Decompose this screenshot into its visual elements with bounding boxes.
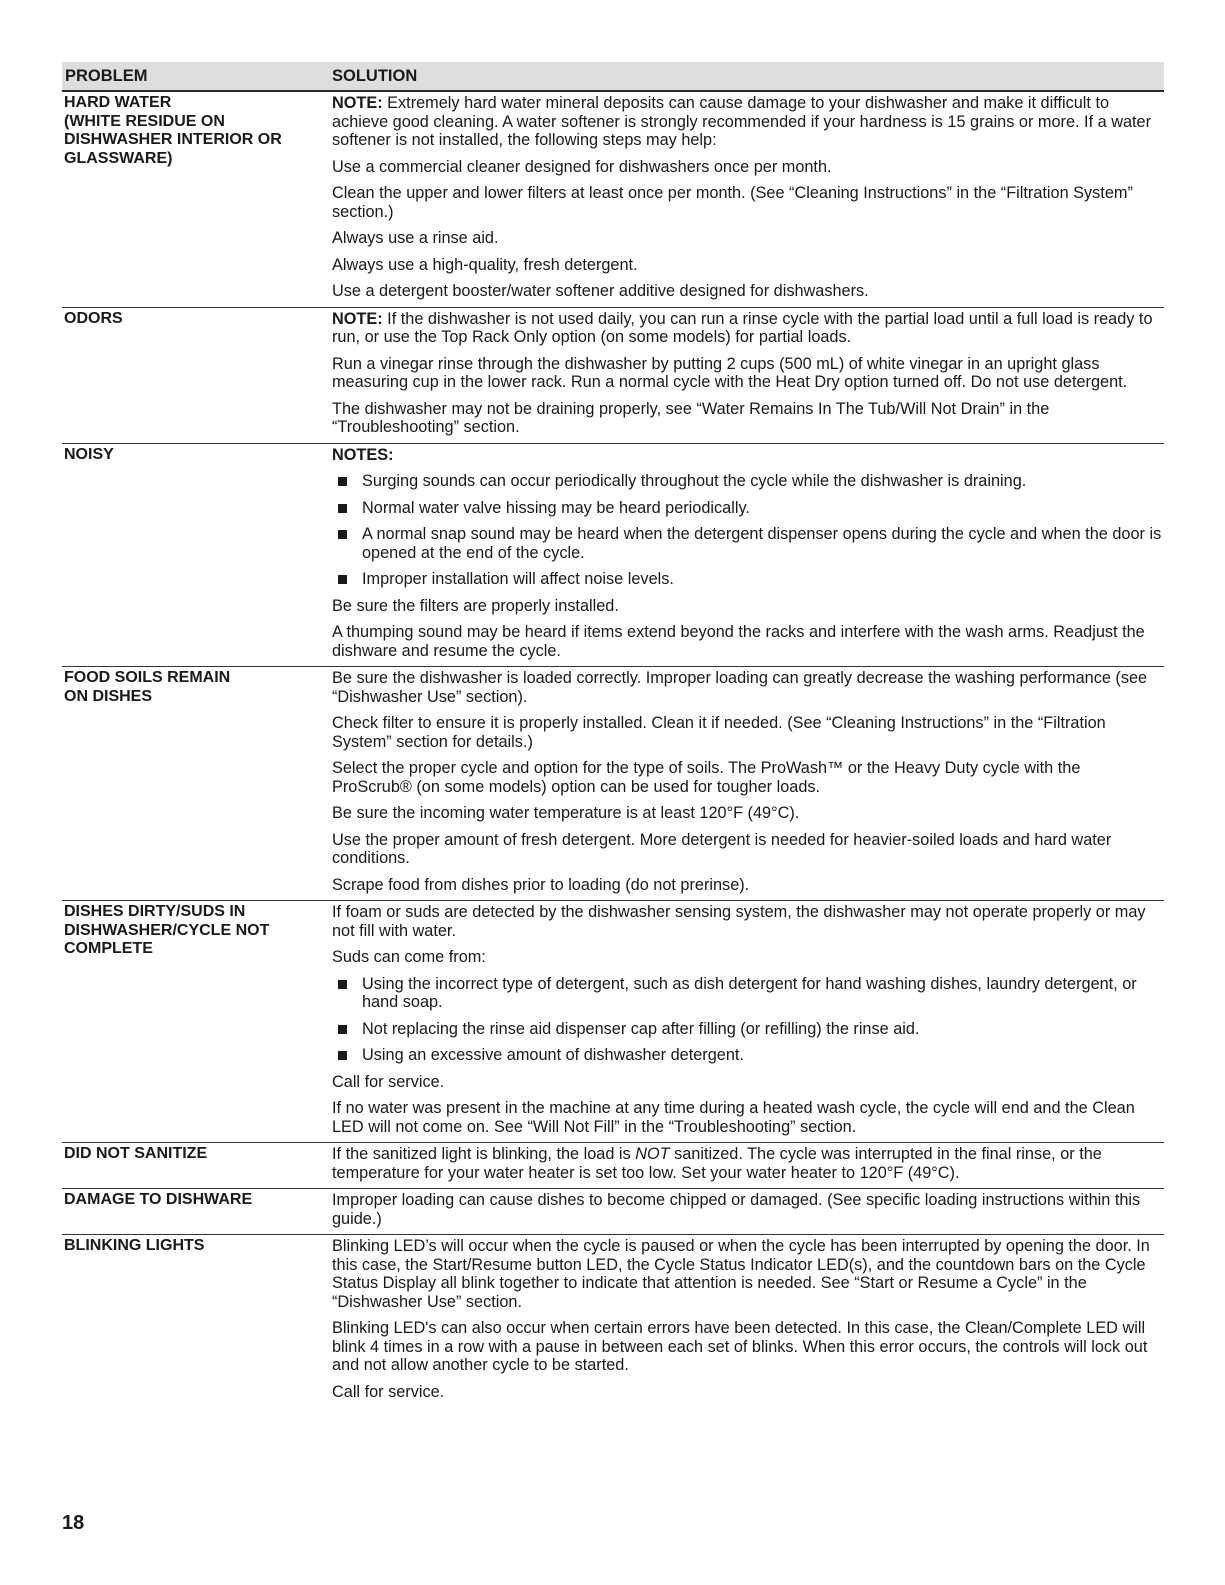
solution-paragraph: Select the proper cycle and option for the type of soils. The ProWash™ or the Heavy Duty cycle with the ProScrub® (on some models) option can be used for tougher loads. — [332, 759, 1081, 796]
solution-paragraph: Blinking LED’s will occur when the cycle is paused or when the cycle has been interrupted by opening the door. In this case, the Start/Resume button LED, the Cycle Status Indicator LED(s), and the countdown bars on the Cycle Status Display all blink together to indicate that attention is needed. See “Start or Resume a Cycle” in the “Dishwasher Use” section. — [332, 1237, 1150, 1311]
bullet-text: Improper installation will affect noise levels. — [362, 570, 674, 588]
solution-cell — [332, 446, 1164, 663]
solution-paragraph: Always use a rinse aid. — [332, 229, 499, 247]
troubleshooting-table — [62, 62, 1164, 1407]
bullet-square-icon — [338, 1051, 347, 1060]
note-text: If the dishwasher is not used daily, you can run a rinse cycle with the partial load until a full load is ready to run, or use the Top Rack Only option (on some models) for partial loads. — [332, 309, 1153, 346]
bullet-item — [332, 499, 1164, 518]
bullet-item — [332, 975, 1164, 1012]
solution-cell — [332, 669, 1164, 896]
problem-cell — [62, 310, 332, 439]
table-row-suds — [62, 901, 1164, 1143]
bullet-square-icon — [338, 575, 347, 584]
bullet-item — [332, 1020, 1164, 1039]
note-paragraph — [332, 310, 1164, 347]
table-header — [62, 62, 1164, 92]
solution-paragraph: Always use a high-quality, fresh detergent. — [332, 255, 638, 274]
table-row-damage — [62, 1189, 1164, 1235]
page-number: 18 — [62, 1512, 85, 1534]
solution-paragraph — [332, 1145, 1164, 1182]
problem-line: DAMAGE TO DISHWARE — [64, 1191, 253, 1208]
bullet-text: Surging sounds can occur periodically throughout the cycle while the dishwasher is draining. — [362, 472, 1027, 490]
problem-line: GLASSWARE) — [64, 149, 173, 167]
solution-paragraph: Use a commercial cleaner designed for dishwashers once per month. — [332, 157, 832, 176]
solution-cell — [332, 1237, 1164, 1403]
problem-line: NOISY — [64, 445, 114, 463]
solution-paragraph: Use a detergent booster/water softener additive designed for dishwashers. — [332, 282, 869, 300]
solution-paragraph: Run a vinegar rinse through the dishwasher by putting 2 cups (500 mL) of white vinegar in an upright glass measuring cup in the lower rack. Run a normal cycle with the Heat Dry option turned off. Do not use detergent. — [332, 354, 1128, 391]
solution-paragraph: Blinking LED's can also occur when certain errors have been detected. In this case, the Clean/Complete LED will blink 4 times in a row with a pause in between each set of blinks. When this error occurs, the controls will lock out and not allow another cycle to be started. — [332, 1319, 1148, 1374]
solution-paragraph: Clean the upper and lower filters at least once per month. (See “Cleaning Instructions” in the “Filtration System” section.) — [332, 184, 1133, 221]
problem-line: DISHWASHER/CYCLE NOT — [64, 921, 270, 939]
problem-line: DISHES DIRTY/SUDS IN — [64, 903, 246, 920]
bullet-square-icon — [338, 1025, 347, 1034]
solution-paragraph: The dishwasher may not be draining properly, see “Water Remains In The Tub/Will Not Drain” in the “Troubleshooting” section. — [332, 399, 1050, 436]
solution-paragraph: Check filter to ensure it is properly installed. Clean it if needed. (See “Cleaning Instructions” in the “Filtration System” section for details.) — [332, 714, 1106, 751]
problem-column-header: PROBLEM — [65, 66, 148, 85]
problem-line: DISHWASHER INTERIOR OR — [64, 131, 282, 148]
sanitize-emphasis: NOT — [635, 1145, 670, 1163]
bullet-text: Using an excessive amount of dishwasher detergent. — [362, 1046, 744, 1064]
bullet-item — [332, 472, 1164, 491]
problem-cell — [62, 903, 332, 1138]
bullet-item — [332, 570, 1164, 589]
table-row-odors — [62, 308, 1164, 444]
bullet-text: Normal water valve hissing may be heard periodically. — [362, 498, 750, 517]
problem-line: (WHITE RESIDUE ON — [64, 112, 225, 130]
problem-line: DID NOT SANITIZE — [64, 1145, 208, 1162]
bullet-text: Not replacing the rinse aid dispenser cap after filling (or refilling) the rinse aid. — [362, 1019, 920, 1038]
bullet-square-icon — [338, 530, 347, 539]
note-label: NOTE: — [332, 94, 383, 112]
table-row-sanitize — [62, 1143, 1164, 1189]
sanitize-text-b: sanitized. The cycle was interrupted in the final rinse, or the temperature for your water heater is set too low. Set your water heater to 120°F (49°C). — [332, 1145, 1102, 1182]
solution-paragraph: Use the proper amount of fresh detergent. More detergent is needed for heavier-soiled loads and hard water conditions. — [332, 830, 1112, 867]
solution-paragraph: If no water was present in the machine at any time during a heated wash cycle, the cycle will end and the Clean LED will not come on. See “Will Not Fill” in the “Troubleshooting” section. — [332, 1099, 1135, 1136]
solution-paragraph: A thumping sound may be heard if items extend beyond the racks and interfere with the wash arms. Readjust the dishware and resume the cycle. — [332, 623, 1145, 660]
problem-cell — [62, 1191, 332, 1230]
solution-column-header: SOLUTION — [332, 66, 418, 85]
solution-paragraph: Suds can come from: — [332, 948, 486, 966]
table-row-food-soils — [62, 667, 1164, 901]
solution-paragraph: Be sure the incoming water temperature is at least 120°F (49°C). — [332, 804, 800, 822]
problem-line: HARD WATER — [64, 94, 172, 111]
solution-paragraph: Call for service. — [332, 1382, 445, 1401]
solution-paragraph: Improper loading can cause dishes to become chipped or damaged. (See specific loading instructions within this guide.) — [332, 1191, 1141, 1228]
solution-paragraph: If foam or suds are detected by the dishwasher sensing system, the dishwasher may not operate properly or may not fill with water. — [332, 903, 1146, 940]
solution-paragraph: Call for service. — [332, 1072, 445, 1091]
bullet-text: A normal snap sound may be heard when the detergent dispenser opens during the cycle and when the door is opened at the end of the cycle. — [362, 525, 1162, 562]
solution-cell — [332, 94, 1164, 303]
problem-line: COMPLETE — [64, 940, 153, 957]
table-row-blinking — [62, 1235, 1164, 1407]
solution-paragraph: Be sure the dishwasher is loaded correctly. Improper loading can greatly decrease the washing performance (see “Dishwasher Use” section). — [332, 669, 1148, 706]
sanitize-text-a: If the sanitized light is blinking, the load is — [332, 1145, 636, 1163]
solution-cell — [332, 1191, 1164, 1230]
note-paragraph — [332, 94, 1164, 150]
note-label: NOTE: — [332, 309, 383, 328]
problem-cell — [62, 669, 332, 896]
table-row-hard-water — [62, 92, 1164, 308]
problem-line: ON DISHES — [64, 687, 153, 705]
table-row-noisy — [62, 444, 1164, 668]
problem-line: ODORS — [64, 309, 123, 327]
bullet-square-icon — [338, 477, 347, 486]
bullet-square-icon — [338, 504, 347, 513]
bullet-text: Using the incorrect type of detergent, such as dish detergent for hand washing dishes, laundry detergent, or hand soap. — [362, 974, 1137, 1011]
problem-cell — [62, 1145, 332, 1184]
bullet-item — [332, 1046, 1164, 1065]
problem-line: BLINKING LIGHTS — [64, 1237, 205, 1254]
problem-cell — [62, 1237, 332, 1403]
solution-paragraph: Scrape food from dishes prior to loading (do not prerinse). — [332, 875, 750, 894]
note-text: Extremely hard water mineral deposits can cause damage to your dishwasher and make it difficult to achieve good cleaning. A water softener is strongly recommended if your hardness is 15 grains or more. If a water softener is not installed, the following steps may help: — [332, 94, 1152, 149]
problem-line: FOOD SOILS REMAIN — [64, 669, 231, 686]
solution-cell — [332, 310, 1164, 439]
solution-paragraph: Be sure the filters are properly installed. — [332, 596, 619, 615]
solution-cell — [332, 1145, 1164, 1184]
notes-label: NOTES: — [332, 445, 394, 464]
problem-cell — [62, 94, 332, 303]
problem-cell — [62, 446, 332, 663]
bullet-square-icon — [338, 980, 347, 989]
solution-cell — [332, 903, 1164, 1138]
bullet-item — [332, 525, 1164, 562]
